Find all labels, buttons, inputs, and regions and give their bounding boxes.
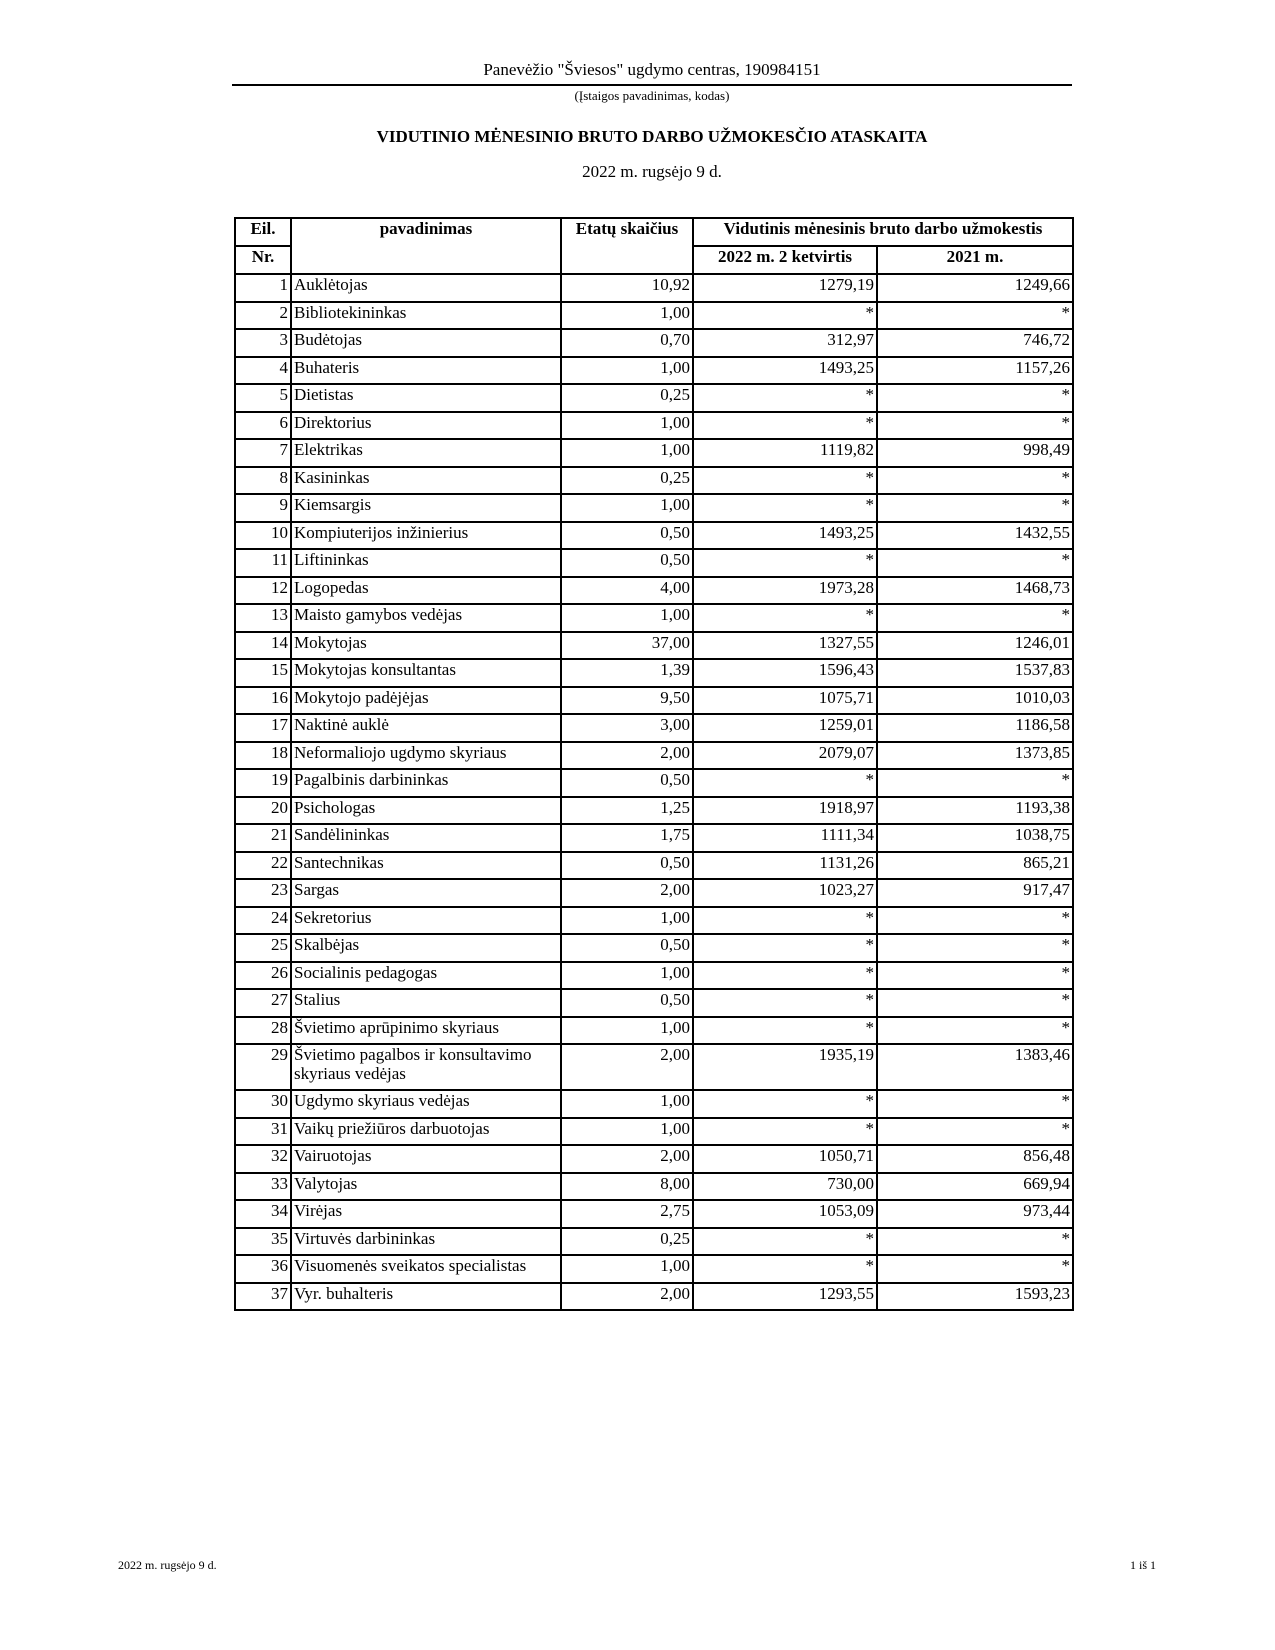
- row-salary-2021: *: [877, 1255, 1073, 1283]
- row-salary-2021: 1537,83: [877, 659, 1073, 687]
- footer-page-number: 1 iš 1: [1129, 1558, 1156, 1572]
- row-salary-2022-q2: *: [693, 302, 877, 330]
- row-salary-2021: 973,44: [877, 1200, 1073, 1228]
- header-nr-line2: Nr.: [235, 246, 291, 274]
- table-row: [235, 934, 1073, 962]
- row-positions: 0,25: [561, 384, 693, 412]
- row-name: Švietimo aprūpinimo skyriaus: [291, 1017, 561, 1045]
- row-positions: 2,00: [561, 1145, 693, 1173]
- table-row: [235, 797, 1073, 825]
- row-number: 29: [235, 1044, 291, 1090]
- row-positions: 4,00: [561, 577, 693, 605]
- row-salary-2021: *: [877, 412, 1073, 440]
- row-name: Neformaliojo ugdymo skyriaus: [291, 742, 561, 770]
- row-salary-2021: 1468,73: [877, 577, 1073, 605]
- row-number: 15: [235, 659, 291, 687]
- row-name: Sargas: [291, 879, 561, 907]
- table-row: [235, 329, 1073, 357]
- table-row: [235, 714, 1073, 742]
- row-positions: 0,50: [561, 522, 693, 550]
- table-row: [235, 1090, 1073, 1118]
- row-salary-2021: 1038,75: [877, 824, 1073, 852]
- row-salary-2022-q2: *: [693, 1228, 877, 1256]
- header-period-2021: 2021 m.: [877, 246, 1073, 274]
- organization-caption: (Įstaigos pavadinimas, kodas): [574, 88, 730, 103]
- table-row: [235, 604, 1073, 632]
- row-salary-2021: 1383,46: [877, 1044, 1073, 1090]
- salary-table: [234, 217, 1074, 1311]
- row-positions: 0,50: [561, 549, 693, 577]
- row-name: Mokytojas: [291, 632, 561, 660]
- row-salary-2021: 1246,01: [877, 632, 1073, 660]
- row-salary-2022-q2: 1111,34: [693, 824, 877, 852]
- row-positions: 2,00: [561, 1044, 693, 1090]
- table-row: [235, 1017, 1073, 1045]
- row-number: 24: [235, 907, 291, 935]
- row-number: 17: [235, 714, 291, 742]
- header-nr-line1: Eil.: [235, 218, 291, 246]
- row-number: 1: [235, 274, 291, 302]
- row-salary-2022-q2: *: [693, 549, 877, 577]
- row-number: 28: [235, 1017, 291, 1045]
- table-header: [235, 218, 1073, 274]
- row-salary-2022-q2: 1293,55: [693, 1283, 877, 1311]
- row-salary-2022-q2: 730,00: [693, 1173, 877, 1201]
- row-salary-2021: *: [877, 1017, 1073, 1045]
- row-name: Kasininkas: [291, 467, 561, 495]
- row-positions: 1,00: [561, 1255, 693, 1283]
- row-salary-2021: 1373,85: [877, 742, 1073, 770]
- row-salary-2021: 1010,03: [877, 687, 1073, 715]
- row-positions: 1,00: [561, 907, 693, 935]
- row-number: 6: [235, 412, 291, 440]
- row-name: Vyr. buhalteris: [291, 1283, 561, 1311]
- row-number: 5: [235, 384, 291, 412]
- row-number: 37: [235, 1283, 291, 1311]
- row-salary-2022-q2: *: [693, 989, 877, 1017]
- table-row: [235, 577, 1073, 605]
- row-name: Visuomenės sveikatos specialistas: [291, 1255, 561, 1283]
- row-salary-2021: *: [877, 907, 1073, 935]
- table-body: [235, 274, 1073, 1310]
- row-name: Kiemsargis: [291, 494, 561, 522]
- row-positions: 1,00: [561, 412, 693, 440]
- row-name: Auklėtojas: [291, 274, 561, 302]
- row-salary-2021: *: [877, 384, 1073, 412]
- table-row: [235, 852, 1073, 880]
- row-positions: 1,75: [561, 824, 693, 852]
- row-number: 12: [235, 577, 291, 605]
- row-positions: 1,00: [561, 962, 693, 990]
- row-number: 31: [235, 1118, 291, 1146]
- row-positions: 10,92: [561, 274, 693, 302]
- row-number: 16: [235, 687, 291, 715]
- row-salary-2022-q2: 2079,07: [693, 742, 877, 770]
- row-salary-2021: *: [877, 494, 1073, 522]
- row-positions: 1,00: [561, 494, 693, 522]
- row-number: 20: [235, 797, 291, 825]
- row-salary-2022-q2: *: [693, 384, 877, 412]
- footer-date: 2022 m. rugsėjo 9 d.: [118, 1558, 217, 1572]
- row-number: 18: [235, 742, 291, 770]
- row-number: 34: [235, 1200, 291, 1228]
- row-salary-2022-q2: 312,97: [693, 329, 877, 357]
- row-number: 10: [235, 522, 291, 550]
- row-name: Budėtojas: [291, 329, 561, 357]
- row-salary-2022-q2: *: [693, 962, 877, 990]
- row-salary-2021: *: [877, 302, 1073, 330]
- row-salary-2021: 998,49: [877, 439, 1073, 467]
- row-number: 23: [235, 879, 291, 907]
- row-number: 30: [235, 1090, 291, 1118]
- row-positions: 0,25: [561, 1228, 693, 1256]
- row-positions: 0,25: [561, 467, 693, 495]
- row-positions: 37,00: [561, 632, 693, 660]
- table-row: [235, 1200, 1073, 1228]
- row-salary-2022-q2: *: [693, 907, 877, 935]
- row-salary-2021: *: [877, 769, 1073, 797]
- row-name: Ugdymo skyriaus vedėjas: [291, 1090, 561, 1118]
- report-date: 2022 m. rugsėjo 9 d.: [582, 162, 722, 181]
- row-name: Sekretorius: [291, 907, 561, 935]
- row-positions: 1,25: [561, 797, 693, 825]
- table-row: [235, 907, 1073, 935]
- row-number: 13: [235, 604, 291, 632]
- row-salary-2022-q2: 1119,82: [693, 439, 877, 467]
- row-name: Virtuvės darbininkas: [291, 1228, 561, 1256]
- row-salary-2021: *: [877, 1118, 1073, 1146]
- table-row: [235, 1283, 1073, 1311]
- report-title: VIDUTINIO MĖNESINIO BRUTO DARBO UŽMOKESČIO ATASKAITA: [376, 127, 928, 146]
- table-row: [235, 879, 1073, 907]
- row-name: Liftininkas: [291, 549, 561, 577]
- table-row: [235, 302, 1073, 330]
- row-salary-2021: 856,48: [877, 1145, 1073, 1173]
- row-salary-2021: *: [877, 604, 1073, 632]
- row-number: 14: [235, 632, 291, 660]
- row-name: Buhateris: [291, 357, 561, 385]
- row-name: Mokytojo padėjėjas: [291, 687, 561, 715]
- row-salary-2022-q2: 1493,25: [693, 522, 877, 550]
- table-row: [235, 384, 1073, 412]
- row-positions: 0,50: [561, 852, 693, 880]
- row-positions: 1,00: [561, 302, 693, 330]
- header-period-2022-q2: 2022 m. 2 ketvirtis: [693, 246, 877, 274]
- organization-name: Panevėžio "Šviesos" ugdymo centras, 190984151: [483, 60, 821, 79]
- row-salary-2022-q2: *: [693, 1017, 877, 1045]
- row-salary-2022-q2: *: [693, 494, 877, 522]
- row-positions: 2,75: [561, 1200, 693, 1228]
- header-name: pavadinimas: [291, 218, 561, 274]
- table-row: [235, 962, 1073, 990]
- row-name: Bibliotekininkas: [291, 302, 561, 330]
- row-positions: 0,70: [561, 329, 693, 357]
- row-positions: 1,00: [561, 439, 693, 467]
- row-name: Vairuotojas: [291, 1145, 561, 1173]
- row-positions: 1,39: [561, 659, 693, 687]
- row-number: 7: [235, 439, 291, 467]
- row-number: 35: [235, 1228, 291, 1256]
- table-row: [235, 1118, 1073, 1146]
- row-number: 2: [235, 302, 291, 330]
- table-row: [235, 769, 1073, 797]
- row-positions: 2,00: [561, 742, 693, 770]
- row-salary-2021: 1249,66: [877, 274, 1073, 302]
- table-row: [235, 632, 1073, 660]
- row-salary-2022-q2: 1050,71: [693, 1145, 877, 1173]
- header-positions: Etatų skaičius: [561, 218, 693, 274]
- row-salary-2022-q2: *: [693, 769, 877, 797]
- row-number: 8: [235, 467, 291, 495]
- table-row: [235, 522, 1073, 550]
- row-name: Sandėlininkas: [291, 824, 561, 852]
- row-salary-2022-q2: 1075,71: [693, 687, 877, 715]
- row-name: Kompiuterijos inžinierius: [291, 522, 561, 550]
- row-number: 11: [235, 549, 291, 577]
- row-name: Virėjas: [291, 1200, 561, 1228]
- row-salary-2022-q2: *: [693, 1090, 877, 1118]
- table-row: [235, 687, 1073, 715]
- row-name: Logopedas: [291, 577, 561, 605]
- row-salary-2022-q2: 1493,25: [693, 357, 877, 385]
- row-name: Psichologas: [291, 797, 561, 825]
- table-row: [235, 1173, 1073, 1201]
- row-salary-2022-q2: 1131,26: [693, 852, 877, 880]
- row-positions: 0,50: [561, 769, 693, 797]
- row-name: Socialinis pedagogas: [291, 962, 561, 990]
- row-positions: 9,50: [561, 687, 693, 715]
- table-row: [235, 494, 1073, 522]
- row-salary-2022-q2: *: [693, 412, 877, 440]
- row-number: 33: [235, 1173, 291, 1201]
- table-row: [235, 412, 1073, 440]
- row-salary-2021: *: [877, 1228, 1073, 1256]
- row-salary-2022-q2: 1023,27: [693, 879, 877, 907]
- row-salary-2022-q2: *: [693, 467, 877, 495]
- row-salary-2021: 1432,55: [877, 522, 1073, 550]
- row-number: 4: [235, 357, 291, 385]
- row-positions: 3,00: [561, 714, 693, 742]
- row-salary-2022-q2: *: [693, 604, 877, 632]
- row-salary-2021: *: [877, 467, 1073, 495]
- row-salary-2021: *: [877, 989, 1073, 1017]
- row-positions: 1,00: [561, 604, 693, 632]
- table-row: [235, 549, 1073, 577]
- row-number: 3: [235, 329, 291, 357]
- table-row: [235, 357, 1073, 385]
- row-number: 25: [235, 934, 291, 962]
- table-row: [235, 1044, 1073, 1090]
- table-row: [235, 989, 1073, 1017]
- row-salary-2022-q2: *: [693, 934, 877, 962]
- table-row: [235, 467, 1073, 495]
- row-positions: 2,00: [561, 879, 693, 907]
- row-salary-2022-q2: 1279,19: [693, 274, 877, 302]
- row-salary-2021: 1157,26: [877, 357, 1073, 385]
- row-name: Naktinė auklė: [291, 714, 561, 742]
- row-salary-2022-q2: 1935,19: [693, 1044, 877, 1090]
- row-salary-2022-q2: *: [693, 1118, 877, 1146]
- row-name: Maisto gamybos vedėjas: [291, 604, 561, 632]
- row-positions: 2,00: [561, 1283, 693, 1311]
- row-name: Skalbėjas: [291, 934, 561, 962]
- row-name: Švietimo pagalbos ir konsultavimo skyriaus vedėjas: [291, 1044, 561, 1090]
- row-salary-2021: 1193,38: [877, 797, 1073, 825]
- organization-underline: [232, 84, 1072, 86]
- row-name: Santechnikas: [291, 852, 561, 880]
- row-salary-2021: *: [877, 934, 1073, 962]
- row-number: 21: [235, 824, 291, 852]
- table-row: [235, 1228, 1073, 1256]
- row-salary-2021: *: [877, 962, 1073, 990]
- row-number: 32: [235, 1145, 291, 1173]
- table-row: [235, 824, 1073, 852]
- row-salary-2021: *: [877, 549, 1073, 577]
- row-positions: 1,00: [561, 1090, 693, 1118]
- row-salary-2021: 1593,23: [877, 1283, 1073, 1311]
- row-number: 26: [235, 962, 291, 990]
- table-row: [235, 659, 1073, 687]
- row-name: Valytojas: [291, 1173, 561, 1201]
- table-row: [235, 742, 1073, 770]
- row-number: 27: [235, 989, 291, 1017]
- row-salary-2021: 746,72: [877, 329, 1073, 357]
- row-salary-2021: 865,21: [877, 852, 1073, 880]
- row-name: Stalius: [291, 989, 561, 1017]
- row-positions: 0,50: [561, 934, 693, 962]
- table-row: [235, 439, 1073, 467]
- row-salary-2022-q2: 1918,97: [693, 797, 877, 825]
- table-row: [235, 1255, 1073, 1283]
- row-number: 19: [235, 769, 291, 797]
- row-salary-2021: 917,47: [877, 879, 1073, 907]
- header-salary-group: Vidutinis mėnesinis bruto darbo užmokestis: [693, 218, 1073, 246]
- row-salary-2022-q2: 1596,43: [693, 659, 877, 687]
- row-salary-2021: 1186,58: [877, 714, 1073, 742]
- row-salary-2022-q2: 1053,09: [693, 1200, 877, 1228]
- table-row: [235, 1145, 1073, 1173]
- row-positions: 8,00: [561, 1173, 693, 1201]
- row-number: 22: [235, 852, 291, 880]
- row-positions: 1,00: [561, 357, 693, 385]
- row-salary-2022-q2: *: [693, 1255, 877, 1283]
- row-positions: 1,00: [561, 1118, 693, 1146]
- row-salary-2021: *: [877, 1090, 1073, 1118]
- table-row: [235, 274, 1073, 302]
- row-name: Elektrikas: [291, 439, 561, 467]
- row-salary-2022-q2: 1973,28: [693, 577, 877, 605]
- row-positions: 0,50: [561, 989, 693, 1017]
- row-name: Mokytojas konsultantas: [291, 659, 561, 687]
- row-salary-2022-q2: 1259,01: [693, 714, 877, 742]
- row-number: 9: [235, 494, 291, 522]
- row-positions: 1,00: [561, 1017, 693, 1045]
- row-number: 36: [235, 1255, 291, 1283]
- row-name: Dietistas: [291, 384, 561, 412]
- row-salary-2022-q2: 1327,55: [693, 632, 877, 660]
- row-salary-2021: 669,94: [877, 1173, 1073, 1201]
- row-name: Vaikų priežiūros darbuotojas: [291, 1118, 561, 1146]
- row-name: Pagalbinis darbininkas: [291, 769, 561, 797]
- row-name: Direktorius: [291, 412, 561, 440]
